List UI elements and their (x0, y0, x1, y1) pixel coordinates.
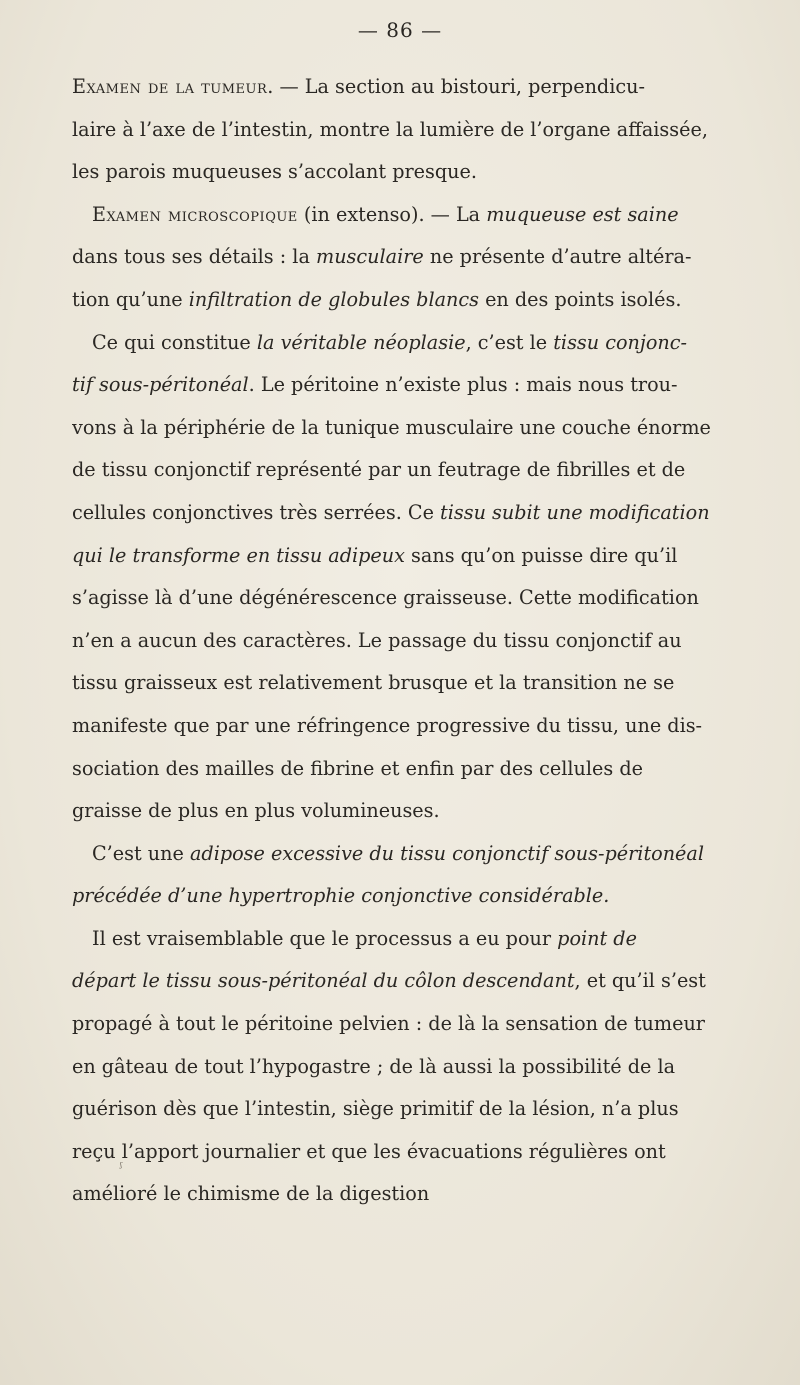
text-line (72, 1173, 797, 1216)
text-segment: laire à l’axe de l’intestin, montre la lumière de l’organe affaissée, (72, 117, 708, 141)
text-segment: en des points isolés. (478, 287, 682, 311)
italic-segment: tissu conjonc- (553, 330, 687, 354)
text-line (72, 66, 797, 109)
text-line (72, 194, 797, 237)
text-segment: C’est une (92, 841, 190, 865)
text-segment: cellules conjonctives très serrées. Ce (72, 500, 441, 524)
text-segment: tissu graisseux est relativement brusque et la transition ne se (72, 671, 675, 695)
section-heading: Examen de la tumeur (72, 75, 268, 98)
text-line (72, 1088, 797, 1131)
text-segment: sans qu’on puisse dire qu’il (404, 543, 678, 567)
text-line (72, 748, 797, 791)
page-number: — 86 — (357, 18, 443, 42)
text-line (72, 236, 797, 279)
text-line (72, 1046, 797, 1089)
text-line (72, 960, 797, 1003)
text-line (72, 322, 797, 365)
text-line (72, 662, 797, 705)
text-segment: propagé à tout le péritoine pelvien : de là la sensation de tumeur (72, 1012, 705, 1036)
text-segment: Ce qui constitue (92, 330, 257, 354)
text-segment: vons à la périphérie de la tunique musculaire une couche énorme (72, 415, 711, 439)
text-line (72, 535, 797, 578)
italic-segment: adipose excessive du tissu conjonctif sous-péritonéal (189, 841, 704, 865)
italic-segment: la véritable néoplasie (256, 330, 466, 354)
italic-segment: point de (557, 926, 637, 950)
text-segment: guérison dès que l’intestin, siège primitif de la lésion, n’a plus (72, 1097, 679, 1121)
text-segment: tion qu’une (72, 287, 189, 311)
text-line (72, 918, 797, 961)
text-line (72, 279, 797, 322)
text-segment: graisse de plus en plus volumineuses. (72, 799, 440, 823)
italic-segment: départ le tissu sous-péritonéal du côlon descendant (72, 969, 575, 993)
text-segment: manifeste que par une réfringence progressive du tissu, une dis- (72, 713, 703, 737)
text-segment: s’agisse là d’une dégénérescence graisseuse. Cette modification (72, 586, 699, 610)
text-segment: les parois muqueuses s’accolant presque. (72, 160, 477, 184)
italic-segment: qui le transforme en tissu adipeux (72, 543, 405, 567)
text-segment: sociation des mailles de fibrine et enfin par des cellules de (72, 756, 643, 780)
text-line (72, 790, 797, 833)
italic-segment: muqueuse est saine (486, 202, 679, 226)
text-line (72, 833, 797, 876)
text-segment: ne présente d’autre altéra- (423, 245, 692, 269)
text-line (72, 1003, 797, 1046)
body-text (72, 66, 797, 1216)
italic-segment: infiltration de globules blancs (188, 287, 479, 311)
italic-segment: précédée d’une hypertrophie conjonctive considérable. (72, 884, 610, 908)
section-heading: Examen microscopique (92, 202, 298, 226)
text-line (72, 151, 797, 194)
text-segment: en gâteau de tout l’hypogastre ; de là aussi la possibilité de la (72, 1054, 676, 1078)
text-segment: . — La section au bistouri, perpendicu- (267, 75, 645, 98)
text-line (72, 364, 797, 407)
italic-segment: tif sous-péritonéal (72, 373, 249, 397)
text-segment: , et qu’il s’est (574, 969, 706, 993)
text-line (72, 577, 797, 620)
text-line (72, 407, 797, 450)
text-line (72, 449, 797, 492)
italic-segment: musculaire (316, 245, 424, 269)
text-line (72, 705, 797, 748)
italic-segment: tissu subit une modification (440, 500, 710, 524)
text-line (72, 492, 797, 535)
text-segment: (in extenso). — La (297, 202, 487, 226)
text-line (72, 109, 797, 152)
text-line (72, 620, 797, 663)
text-segment: reçu l’apport journalier et que les évacuations régulières ont (72, 1139, 666, 1163)
text-segment: n’en a aucun des caractères. Le passage du tissu conjonctif au (72, 628, 682, 652)
text-segment: de tissu conjonctif représenté par un feutrage de fibrilles et de (72, 458, 686, 482)
text-segment: dans tous ses détails : la (72, 245, 316, 269)
text-segment: , c’est le (465, 330, 554, 354)
text-line (72, 875, 797, 918)
text-line (72, 1131, 797, 1174)
text-segment: . Le péritoine n’existe plus : mais nous trou- (248, 373, 678, 397)
text-segment: Il est vraisemblable que le processus a eu pour (92, 926, 558, 950)
ink-smudge: ᶴ (120, 1160, 123, 1174)
text-segment: amélioré le chimisme de la digestion (72, 1182, 430, 1206)
